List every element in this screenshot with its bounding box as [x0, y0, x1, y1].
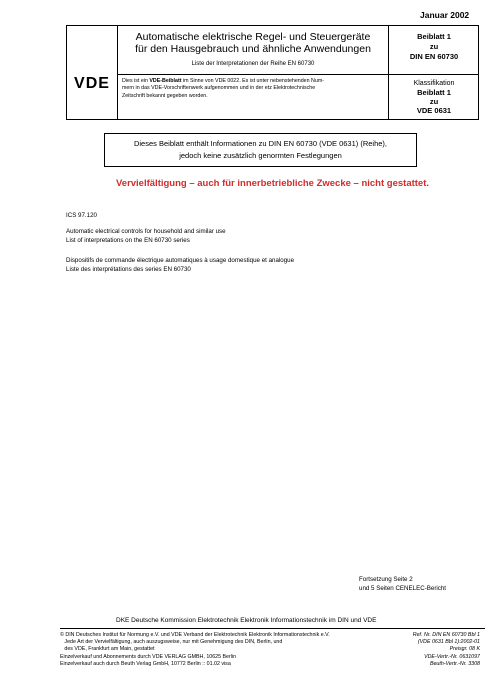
info-line: Dieses Beiblatt enthält Informationen zu DIN EN 60730 (VDE 0631) (Reihe),: [133, 139, 388, 148]
title-line: für den Hausgebrauch und ähnliche Anwendungen: [135, 43, 371, 55]
info-line: jedoch keine zusätzlich genormten Festlegungen: [179, 151, 342, 160]
logo-cell: [67, 26, 117, 119]
ref-line: zu: [429, 42, 439, 51]
footer-line: Jede Art der Vervielfältigung, auch auszugsweise, nur mit Genehmigung des DIN, Berlin, und: [60, 639, 283, 646]
class-line: Beiblatt 1: [417, 88, 451, 97]
english-title: [66, 228, 226, 245]
footer-ref-line: VDE-Vertr.-Nr. 0631097: [424, 653, 480, 660]
note-line: Zeitschrift bekannt gegeben worden.: [122, 92, 208, 99]
title-cell: [118, 26, 388, 74]
footer-line: Einzelverkauf und Abonnements durch VDE VERLAG GMBH, 10625 Berlin: [60, 653, 237, 660]
en-line: Automatic electrical controls for household and similar use: [66, 228, 226, 235]
footer-copyright: [60, 632, 330, 668]
title-line: Automatische elektrische Regel- und Steuergeräte: [135, 31, 371, 43]
note-line: mern in das VDE-Vorschriftenwerk aufgenommen und in der etz Elektrotechnische: [122, 85, 316, 92]
class-line: zu: [429, 97, 439, 106]
fr-line: Liste des interprétations des series EN 60730: [66, 265, 191, 273]
footer-ref-line: Beuth-Vertr.-Nr. 3308: [429, 660, 480, 667]
ref-line: DIN EN 60730: [409, 52, 459, 61]
note-line: Dies ist ein VDE-Beiblatt im Sinne von VDE 0022. Es ist unter nebenstehenden Num-: [122, 78, 324, 84]
classification: [389, 75, 479, 119]
supplement-reference: [389, 26, 479, 74]
cont-line: und 5 Seiten CENELEC-Bericht: [359, 584, 447, 592]
cont-line: Fortsetzung Seite 2: [359, 576, 413, 583]
continuation-note: [359, 576, 446, 593]
issue-date: Januar 2002: [420, 10, 470, 20]
fr-line: Dispositifs de commande électrique automatiques à usage domestique et analogue: [66, 257, 295, 264]
classification-label: Klassifikation: [413, 80, 455, 87]
french-title: [66, 257, 294, 274]
ref-line: Beiblatt 1: [417, 32, 451, 41]
header-frame: [66, 25, 479, 120]
copy-warning: Vervielfältigung – auch für innerbetriebliche Zwecke – nicht gestattet.: [115, 178, 430, 189]
info-box: [104, 133, 417, 167]
footer-divider: [60, 628, 485, 629]
footer-ref-line: Ref. Nr. DIN EN 60730 Bbl 1: [412, 632, 480, 638]
document-subtitle: Liste der Interpretationen der Reihe EN 60730: [191, 61, 315, 67]
class-line: VDE 0631: [416, 106, 452, 115]
document-title: [118, 31, 388, 55]
footer-line: © DIN Deutsches Institut für Normung e.V. und VDE Verband der Elektrotechnik Elektronik Informationstechnik e.V.: [60, 632, 330, 638]
footer-ref-line: (VDE 0631 Bbl 1):2002-01: [417, 639, 480, 646]
ics-code: ICS 97.120: [66, 212, 97, 219]
dke-line: DKE Deutsche Kommission Elektrotechnik Elektronik Informationstechnik im DIN und VDE: [116, 617, 377, 624]
vde-logo: VDE: [74, 74, 110, 92]
footer-line: Einzelverkauf auch durch Beuth Verlag GmbH, 10772 Berlin :: 01.02 visa: [60, 660, 231, 667]
en-line: List of interpretations on the EN 60730 series: [66, 236, 190, 244]
footer-line: des VDE, Frankfurt am Main, gestattet: [60, 646, 155, 653]
footer-reference: [380, 632, 480, 668]
footer-ref-line: Preisgr. 08 K: [449, 646, 480, 653]
note-bold: VDE-Beiblatt: [149, 78, 182, 84]
vde-note: [122, 78, 384, 100]
